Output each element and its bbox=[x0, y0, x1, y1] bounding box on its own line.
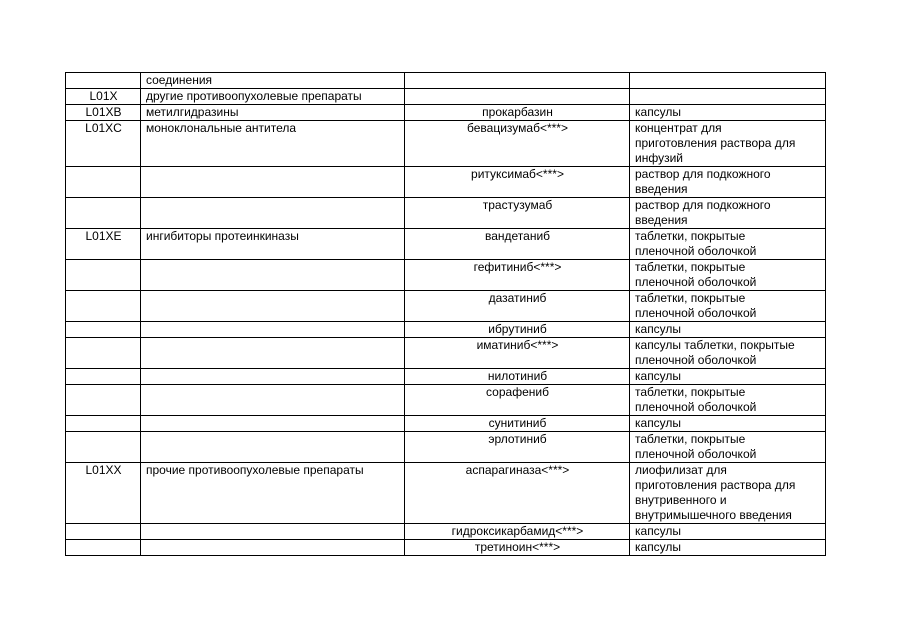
drug-name-cell: гидроксикарбамид<***> bbox=[405, 524, 630, 540]
table-row bbox=[66, 105, 826, 121]
atc-code-cell bbox=[66, 338, 141, 369]
atc-code-cell bbox=[66, 167, 141, 198]
table-row bbox=[66, 260, 826, 291]
drug-table bbox=[65, 72, 826, 556]
table-row bbox=[66, 432, 826, 463]
drug-name-cell: бевацизумаб<***> bbox=[405, 121, 630, 167]
atc-code-cell bbox=[66, 322, 141, 338]
drug-name-cell: прокарбазин bbox=[405, 105, 630, 121]
dosage-form-cell: капсулы bbox=[630, 369, 826, 385]
table-row bbox=[66, 524, 826, 540]
atc-code-cell bbox=[66, 291, 141, 322]
drug-name-cell: иматиниб<***> bbox=[405, 338, 630, 369]
dosage-form-cell: таблетки, покрытые пленочной оболочкой bbox=[630, 260, 826, 291]
dosage-form-cell bbox=[630, 73, 826, 89]
table-row bbox=[66, 540, 826, 556]
table-row bbox=[66, 385, 826, 416]
dosage-form-cell bbox=[630, 89, 826, 105]
table-row bbox=[66, 167, 826, 198]
dosage-form-cell: капсулы таблетки, покрытые пленочной оболочкой bbox=[630, 338, 826, 369]
table-row bbox=[66, 369, 826, 385]
group-name-cell bbox=[141, 167, 405, 198]
drug-name-cell: эрлотиниб bbox=[405, 432, 630, 463]
drug-name-cell: аспарагиназа<***> bbox=[405, 463, 630, 524]
dosage-form-cell: капсулы bbox=[630, 540, 826, 556]
atc-code-cell: L01XX bbox=[66, 463, 141, 524]
group-name-cell bbox=[141, 338, 405, 369]
atc-code-cell bbox=[66, 524, 141, 540]
atc-code-cell bbox=[66, 369, 141, 385]
group-name-cell bbox=[141, 432, 405, 463]
atc-code-cell bbox=[66, 416, 141, 432]
group-name-cell: моноклональные антитела bbox=[141, 121, 405, 167]
atc-code-cell: L01X bbox=[66, 89, 141, 105]
atc-code-cell bbox=[66, 260, 141, 291]
table-row bbox=[66, 121, 826, 167]
atc-code-cell bbox=[66, 73, 141, 89]
dosage-form-cell: таблетки, покрытые пленочной оболочкой bbox=[630, 432, 826, 463]
dosage-form-cell: таблетки, покрытые пленочной оболочкой bbox=[630, 385, 826, 416]
group-name-cell bbox=[141, 322, 405, 338]
table-row bbox=[66, 198, 826, 229]
group-name-cell: другие противоопухолевые препараты bbox=[141, 89, 405, 105]
atc-code-cell bbox=[66, 385, 141, 416]
group-name-cell: прочие противоопухолевые препараты bbox=[141, 463, 405, 524]
drug-name-cell: вандетаниб bbox=[405, 229, 630, 260]
dosage-form-cell: таблетки, покрытые пленочной оболочкой bbox=[630, 229, 826, 260]
group-name-cell bbox=[141, 416, 405, 432]
table-row bbox=[66, 338, 826, 369]
drug-name-cell: ибрутиниб bbox=[405, 322, 630, 338]
dosage-form-cell: капсулы bbox=[630, 416, 826, 432]
drug-name-cell: дазатиниб bbox=[405, 291, 630, 322]
dosage-form-cell: капсулы bbox=[630, 322, 826, 338]
dosage-form-cell: лиофилизат для приготовления раствора для внутривенного и внутримышечного введения bbox=[630, 463, 826, 524]
drug-name-cell: ритуксимаб<***> bbox=[405, 167, 630, 198]
table-row bbox=[66, 73, 826, 89]
atc-code-cell: L01XC bbox=[66, 121, 141, 167]
dosage-form-cell: таблетки, покрытые пленочной оболочкой bbox=[630, 291, 826, 322]
atc-code-cell bbox=[66, 198, 141, 229]
atc-code-cell bbox=[66, 540, 141, 556]
table-row bbox=[66, 89, 826, 105]
drug-name-cell bbox=[405, 89, 630, 105]
drug-name-cell: нилотиниб bbox=[405, 369, 630, 385]
atc-code-cell bbox=[66, 432, 141, 463]
group-name-cell bbox=[141, 291, 405, 322]
dosage-form-cell: концентрат для приготовления раствора для инфузий bbox=[630, 121, 826, 167]
table-row bbox=[66, 229, 826, 260]
drug-name-cell bbox=[405, 73, 630, 89]
group-name-cell: соединения bbox=[141, 73, 405, 89]
group-name-cell bbox=[141, 369, 405, 385]
dosage-form-cell: раствор для подкожного введения bbox=[630, 198, 826, 229]
drug-name-cell: трастузумаб bbox=[405, 198, 630, 229]
table-row bbox=[66, 416, 826, 432]
group-name-cell bbox=[141, 198, 405, 229]
group-name-cell bbox=[141, 540, 405, 556]
group-name-cell bbox=[141, 524, 405, 540]
atc-code-cell: L01XE bbox=[66, 229, 141, 260]
atc-code-cell: L01XB bbox=[66, 105, 141, 121]
table-row bbox=[66, 291, 826, 322]
dosage-form-cell: раствор для подкожного введения bbox=[630, 167, 826, 198]
drug-name-cell: сунитиниб bbox=[405, 416, 630, 432]
table-row bbox=[66, 463, 826, 524]
drug-name-cell: гефитиниб<***> bbox=[405, 260, 630, 291]
table-row bbox=[66, 322, 826, 338]
drug-name-cell: третиноин<***> bbox=[405, 540, 630, 556]
dosage-form-cell: капсулы bbox=[630, 524, 826, 540]
group-name-cell: ингибиторы протеинкиназы bbox=[141, 229, 405, 260]
group-name-cell: метилгидразины bbox=[141, 105, 405, 121]
group-name-cell bbox=[141, 385, 405, 416]
group-name-cell bbox=[141, 260, 405, 291]
drug-name-cell: сорафениб bbox=[405, 385, 630, 416]
dosage-form-cell: капсулы bbox=[630, 105, 826, 121]
